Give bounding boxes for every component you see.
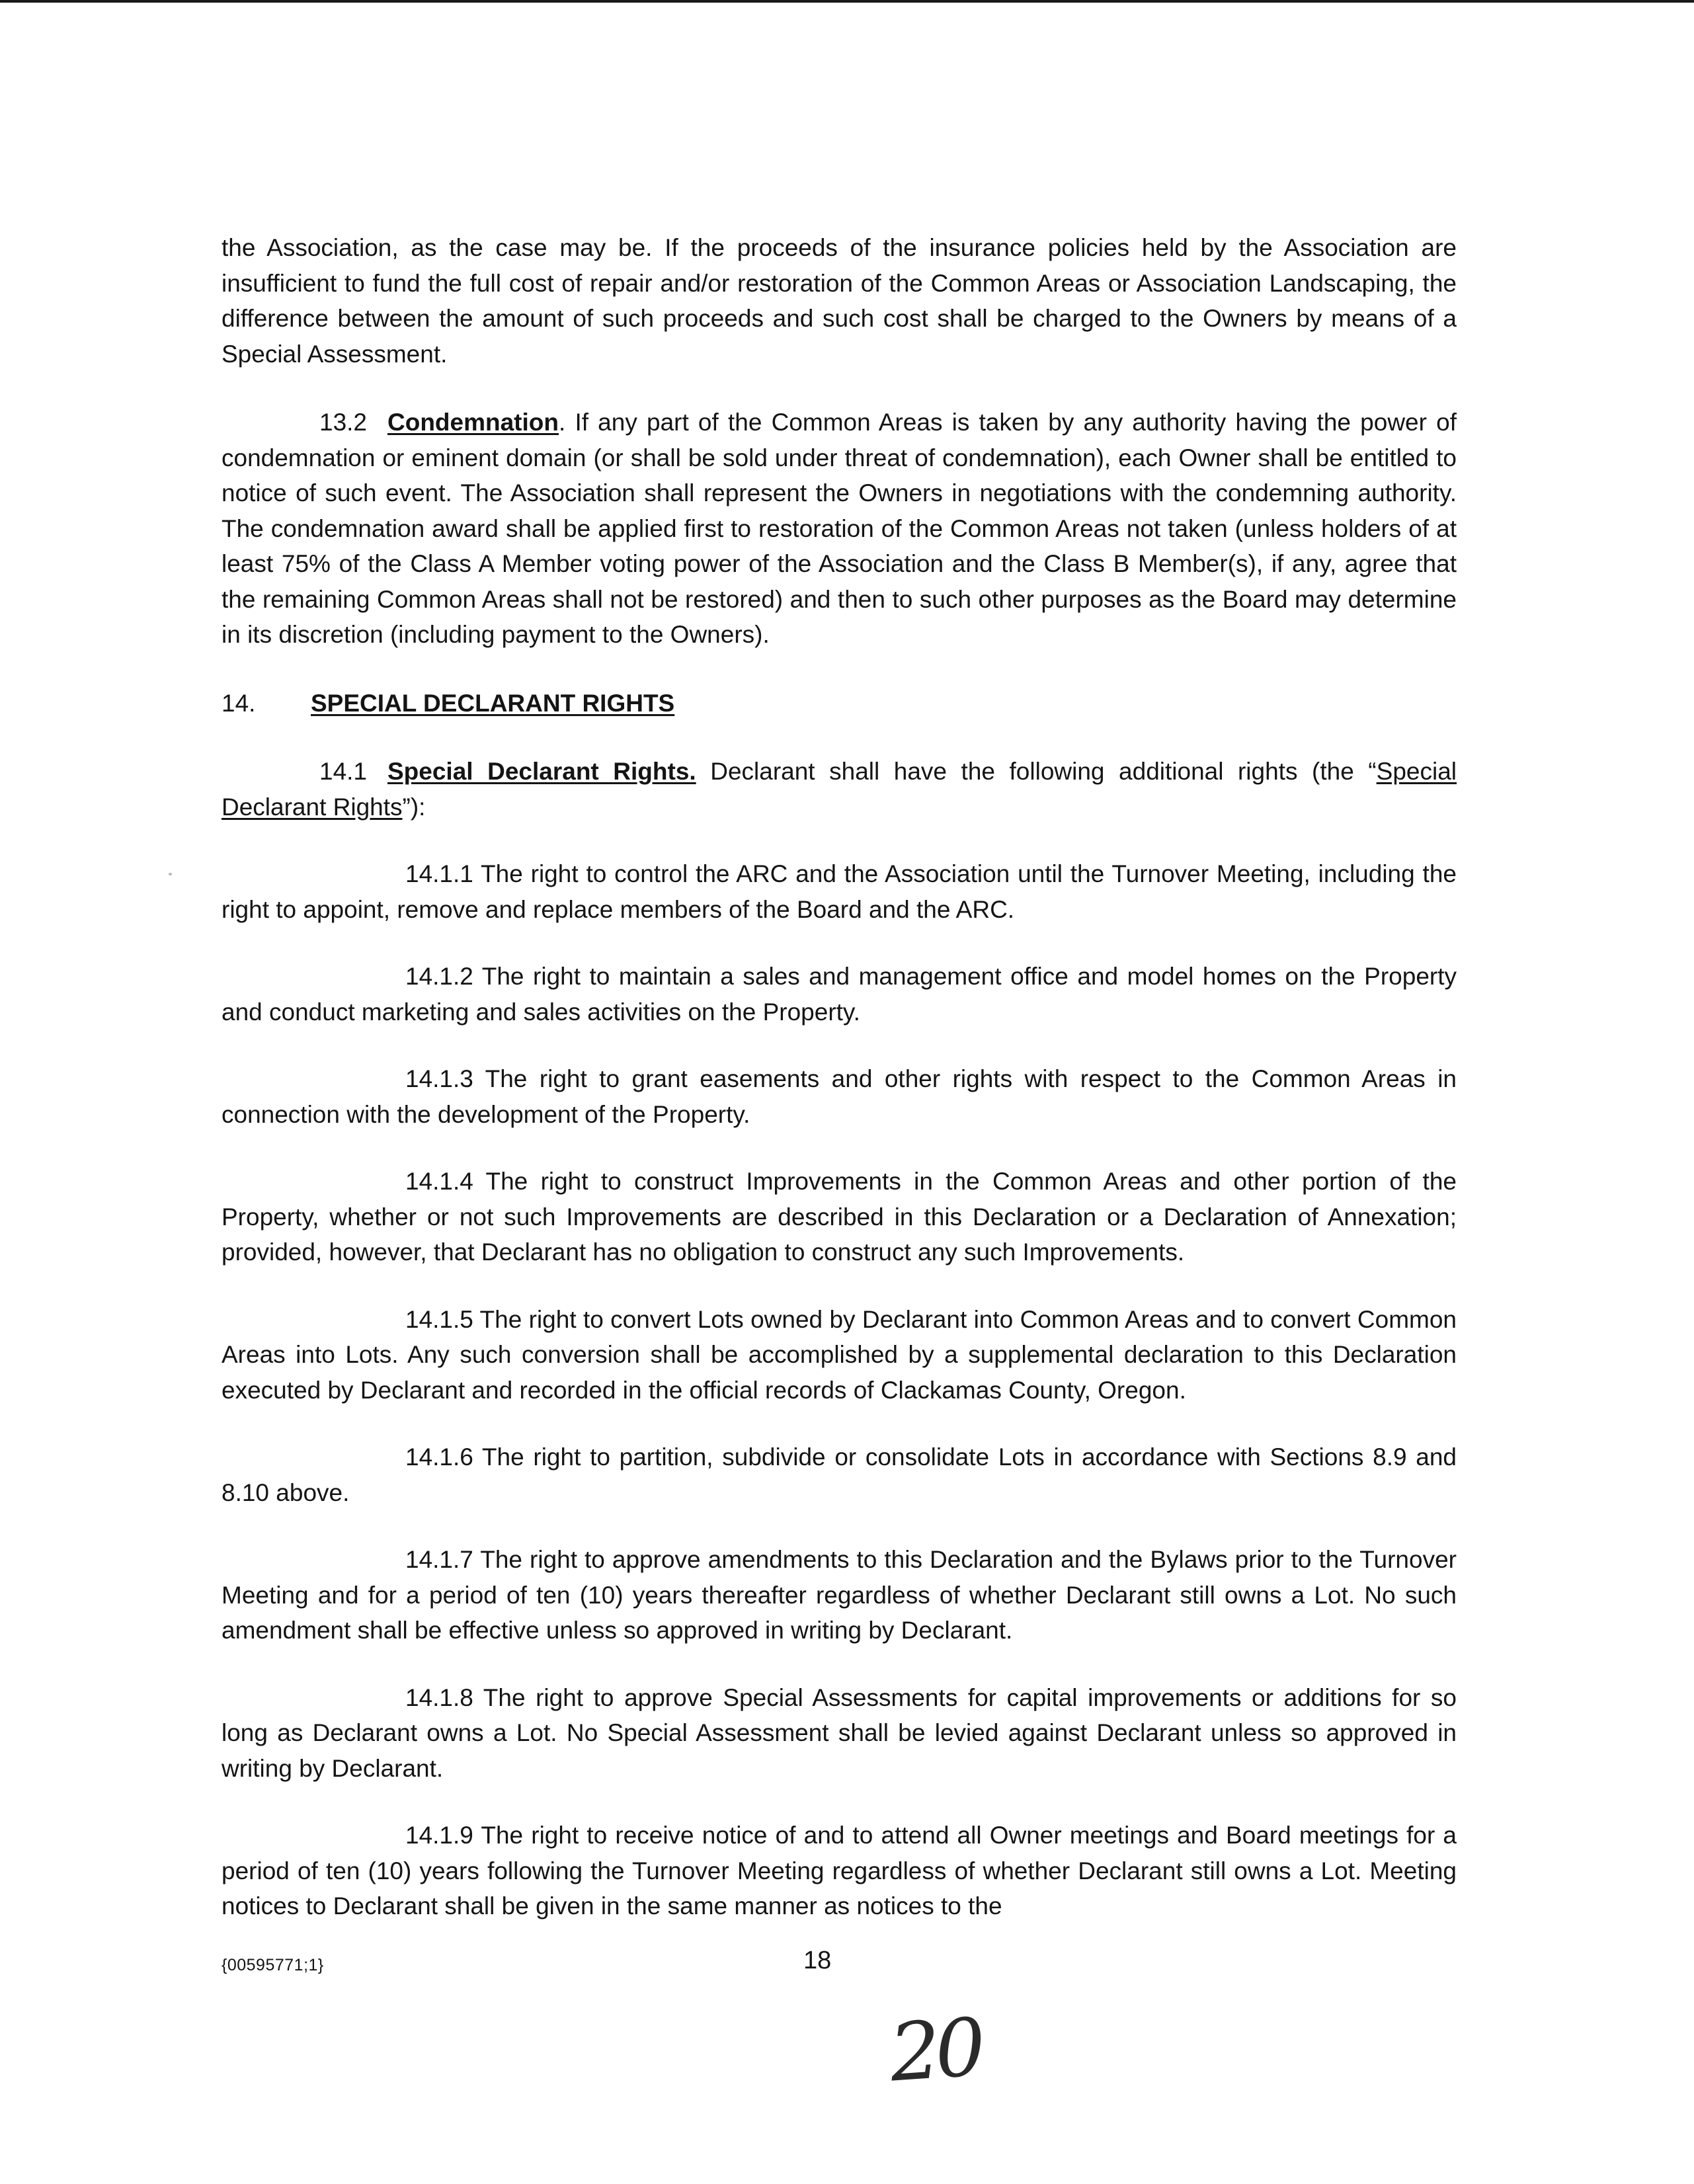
right-text: The right to partition, subdivide or consolidate Lots in accordance with Sections 8.9 and 8.10 above. bbox=[222, 1443, 1457, 1506]
right-number: 14.1.6 bbox=[405, 1443, 473, 1471]
section-number: 14. bbox=[222, 689, 256, 717]
scan-top-edge bbox=[0, 0, 1694, 3]
document-body bbox=[222, 230, 1457, 1924]
right-number: 14.1.4 bbox=[405, 1168, 473, 1195]
right-text: The right to receive notice of and to attend all Owner meetings and Board meetings for a period of ten (10) years following the Turnover Meeting regardless of whether Declarant still owns a Lot. Meeting notices to Declarant shall be given in the same manner as notices to the bbox=[222, 1822, 1457, 1920]
right-text: The right to grant easements and other rights with respect to the Common Areas in connection with the development of the Property. bbox=[222, 1065, 1457, 1128]
paragraph-continuation: the Association, as the case may be. If the proceeds of the insurance policies held by the Association are insufficient to fund the full cost of repair and/or restoration of the Common Areas or Association Landscaping, the difference between the amount of such proceeds and such cost shall be charged to the Owners by means of a Special Assessment. bbox=[222, 234, 1457, 368]
right-14-1-4 bbox=[222, 1164, 1457, 1270]
right-text: The right to approve amendments to this Declaration and the Bylaws prior to the Turnover Meeting and for a period of ten (10) years thereafter regardless of whether Declarant still owns a Lot. No such amendment shall be effective unless so approved in writing by Declarant. bbox=[222, 1546, 1457, 1644]
right-number: 14.1.3 bbox=[405, 1065, 473, 1092]
section-body: If any part of the Common Areas is taken by any authority having the power of condemnation or eminent domain (or shall be sold under threat of condemnation), each Owner shall be entitled to notice of such event. The Association shall represent the Owners in negotiations with the condemning authority. The condemnation award shall be applied first to restoration of the Common Areas not taken (unless holders of at least 75% of the Class A Member voting power of the Association and the Class B Member(s), if any, agree that the remaining Common Areas shall not be restored) and then to such other purposes as the Board may determine in its discretion (including payment to the Owners). bbox=[222, 409, 1457, 648]
right-14-1-6 bbox=[222, 1439, 1457, 1510]
right-number: 14.1.9 bbox=[405, 1822, 473, 1849]
page-number: 18 bbox=[803, 1947, 832, 1974]
right-text: The right to convert Lots owned by Declarant into Common Areas and to convert Common Areas into Lots. Any such conversion shall be accomplished by a supplemental declaration to this Declaration executed by Declarant and recorded in the official records of Clackamas County, Oregon. bbox=[222, 1305, 1457, 1404]
footer-document-id: {00595771;1} bbox=[222, 1956, 324, 1974]
right-14-1-2 bbox=[222, 959, 1457, 1030]
right-14-1-8 bbox=[222, 1680, 1457, 1787]
section-body-end: ”): bbox=[402, 793, 426, 821]
section-title: Condemnation bbox=[387, 409, 559, 436]
section-body: Declarant shall have the following additional rights (the “ bbox=[696, 758, 1377, 785]
section-title-punct: . bbox=[558, 409, 566, 436]
scan-mark bbox=[169, 873, 172, 875]
section-title: SPECIAL DECLARANT RIGHTS bbox=[311, 689, 675, 717]
right-14-1-9 bbox=[222, 1818, 1457, 1924]
section-number: 13.2 bbox=[319, 409, 368, 436]
right-14-1-7 bbox=[222, 1542, 1457, 1648]
handwritten-page-number: 20 bbox=[887, 2002, 984, 2100]
section-13-2 bbox=[222, 405, 1457, 653]
right-number: 14.1.8 bbox=[405, 1683, 473, 1711]
right-number: 14.1.7 bbox=[405, 1546, 473, 1573]
right-number: 14.1.1 bbox=[405, 860, 473, 887]
section-14-1 bbox=[222, 754, 1457, 825]
right-14-1-3 bbox=[222, 1061, 1457, 1132]
right-number: 14.1.2 bbox=[405, 963, 473, 990]
right-14-1-1 bbox=[222, 856, 1457, 927]
right-text: The right to construct Improvements in the Common Areas and other portion of the Property, whether or not such Improvements are described in this Declaration or a Declaration of Annexation; provided, however, that Declarant has no obligation to construct any such Improvements. bbox=[222, 1168, 1457, 1266]
defined-term: Special Declarant Rights bbox=[222, 758, 1457, 821]
right-text: The right to approve Special Assessments for capital improvements or additions for so long as Declarant owns a Lot. No Special Assessment shall be levied against Declarant unless so approved in writing by Declarant. bbox=[222, 1683, 1457, 1782]
section-title: Special Declarant Rights. bbox=[387, 758, 696, 785]
right-text: The right to control the ARC and the Association until the Turnover Meeting, including the right to appoint, remove and replace members of the Board and the ARC. bbox=[222, 860, 1457, 923]
right-14-1-5 bbox=[222, 1302, 1457, 1408]
right-text: The right to maintain a sales and management office and model homes on the Property and conduct marketing and sales activities on the Property. bbox=[222, 963, 1457, 1026]
right-number: 14.1.5 bbox=[405, 1305, 473, 1333]
section-number: 14.1 bbox=[319, 758, 368, 785]
section-14-heading bbox=[222, 686, 1457, 721]
